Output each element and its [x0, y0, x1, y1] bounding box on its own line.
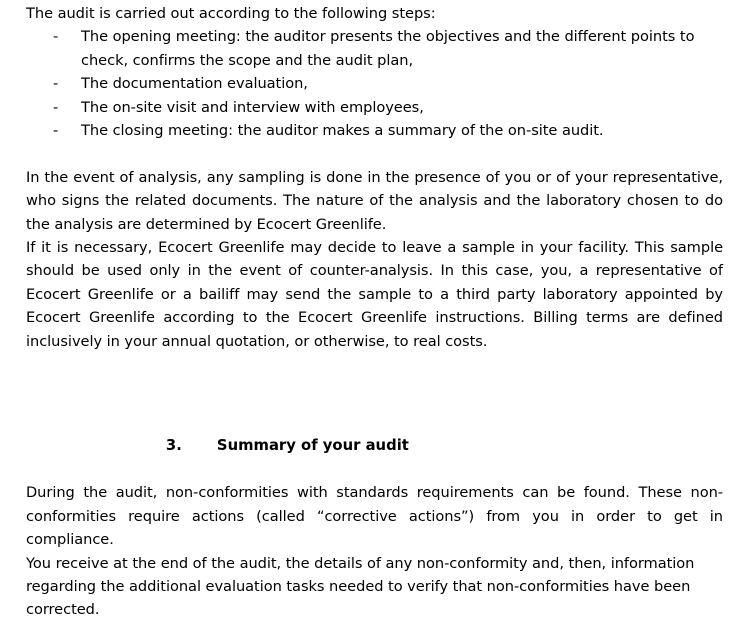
section-title: Summary of your audit [216, 437, 409, 455]
paragraph-spacer [26, 142, 723, 165]
list-item-text: The closing meeting: the auditor makes a summary of the on-site audit. [81, 122, 604, 140]
dash-marker-icon: - [53, 122, 59, 140]
list-item [26, 25, 723, 72]
audit-steps-list [26, 25, 723, 142]
document-body [26, 2, 723, 622]
section-heading [26, 411, 723, 481]
dash-marker-icon: - [53, 98, 59, 116]
list-item [26, 96, 723, 119]
intro-line: The audit is carried out according to the following steps: [26, 5, 436, 22]
list-item-text: The opening meeting: the auditor presents the objectives and the different points to check, confirms the scope and the audit plan, [81, 28, 695, 69]
list-item [26, 72, 723, 95]
list-item-text: The documentation evaluation, [81, 75, 308, 93]
dash-marker-icon: - [53, 28, 59, 46]
analysis-paragraph: In the event of analysis, any sampling is done in the presence of you or of your representative, who signs the related documents. The nature of the analysis and the laboratory chosen to do the analysis are determined by Ecocert Greenlife. [26, 168, 723, 233]
section-spacer [26, 353, 723, 411]
details-paragraph: You receive at the end of the audit, the details of any non-conformity and, then, information regarding the additional evaluation tasks needed to verify that non-conformities have been corrected. [26, 554, 695, 619]
nonconformity-paragraph: During the audit, non-conformities with standards requirements can be found. These non-conformities require actions (called “corrective actions”) from you in order to get in compliance. [26, 484, 723, 549]
list-item [26, 119, 723, 142]
section-number: 3. [165, 437, 182, 455]
dash-marker-icon: - [53, 75, 59, 93]
list-item-text: The on-site visit and interview with employees, [81, 98, 424, 116]
sample-paragraph: If it is necessary, Ecocert Greenlife may decide to leave a sample in your facility. This sample should be used only in the event of counter-analysis. In this case, you, a representative of Ecocert Greenlife or a bailiff may send the sample to a third party laboratory appointed by Ecocert Greenlife according to the Ecocert Greenlife instructions. Billing terms are defined inclusively in your annual quotation, or otherwise, to real costs. [26, 239, 723, 350]
